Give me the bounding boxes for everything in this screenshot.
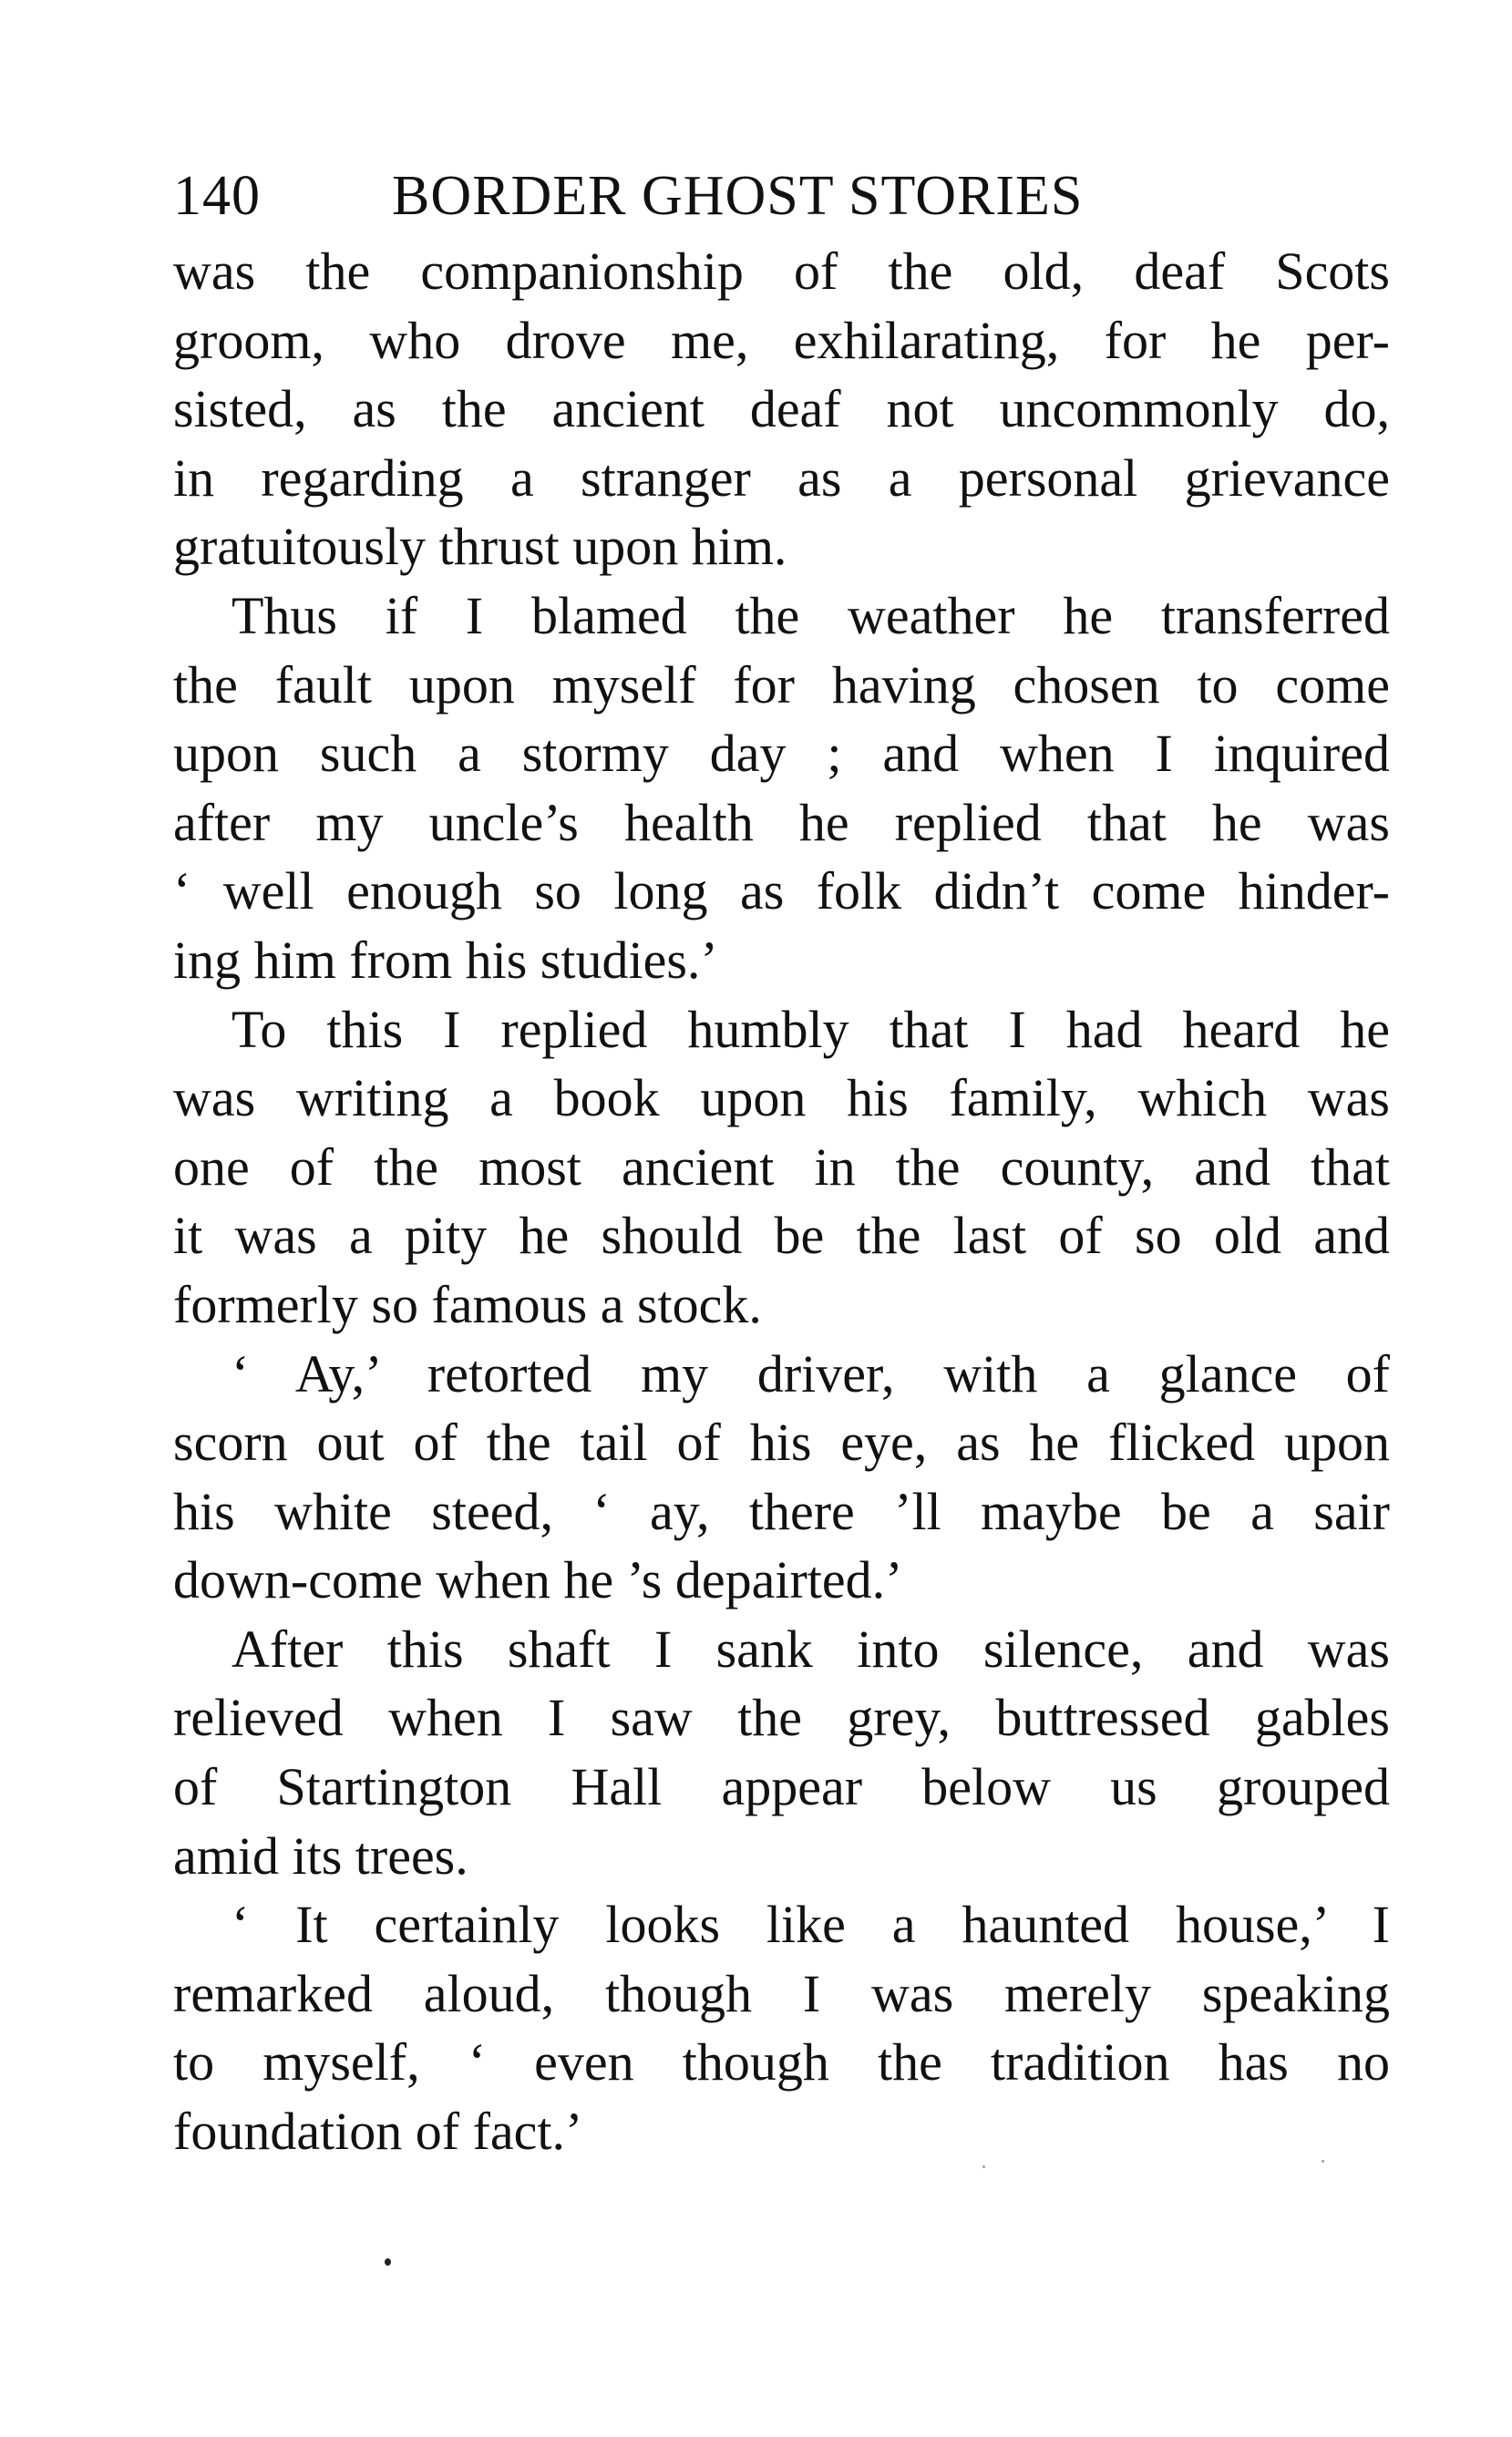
text-line: Thus if I blamed the weather he transferred xyxy=(231,585,1390,645)
text-line: was the companionship of the old, deaf Scots xyxy=(173,242,1390,301)
text-line: relieved when I saw the grey, buttressed gables xyxy=(173,1688,1390,1748)
running-head xyxy=(173,155,1390,237)
text-line: To this I replied humbly that I had heard he xyxy=(231,999,1390,1059)
text-line: After this shaft I sank into silence, and was xyxy=(231,1619,1390,1679)
page-number: 140 xyxy=(173,165,261,227)
text-line: ing him from his studies.’ xyxy=(173,930,718,990)
book-page xyxy=(173,155,1390,2166)
text-line: foundation of fact.’ xyxy=(173,2102,583,2162)
text-line: one of the most ancient in the county, and that xyxy=(173,1136,1390,1197)
text-line: remarked aloud, though I was merely speaking xyxy=(173,1963,1390,2023)
book-title: BORDER GHOST STORIES xyxy=(392,165,1084,227)
ink-speck xyxy=(982,2165,985,2168)
ink-speck xyxy=(1322,2160,1324,2163)
text-line: the fault upon myself for having chosen to come xyxy=(173,654,1390,715)
text-line: ‘ Ay,’ retorted my driver, with a glance of xyxy=(231,1343,1390,1404)
text-line: ‘ It certainly looks like a haunted house,’ I xyxy=(231,1895,1390,1955)
body-text xyxy=(173,237,1390,2166)
text-line: scorn out of the tail of his eye, as he flicked upon xyxy=(173,1413,1390,1473)
text-line: in regarding a stranger as a personal grievance xyxy=(173,447,1390,508)
text-line: his white steed, ‘ ay, there ’ll maybe be a sair xyxy=(173,1481,1390,1541)
text-line: upon such a stormy day ; and when I inquired xyxy=(173,724,1390,784)
text-line: sisted, as the ancient deaf not uncommonly do, xyxy=(173,379,1390,439)
text-line: was writing a book upon his family, which was xyxy=(173,1068,1390,1128)
text-line: amid its trees. xyxy=(173,1825,468,1886)
text-line: of Startington Hall appear below us grouped xyxy=(173,1757,1390,1817)
text-line: down-come when he ’s depairted.’ xyxy=(173,1550,903,1610)
text-line: after my uncle’s health he replied that he was xyxy=(173,792,1390,852)
text-line: formerly so famous a stock. xyxy=(173,1274,762,1334)
text-line: ‘ well enough so long as folk didn’t come hinder- xyxy=(173,861,1390,921)
text-line: gratuitously thrust upon him. xyxy=(173,517,787,577)
text-line: groom, who drove me, exhilarating, for he per- xyxy=(173,310,1390,370)
text-line: it was a pity he should be the last of so old and xyxy=(173,1206,1390,1266)
ink-speck xyxy=(385,2258,391,2266)
text-line: to myself, ‘ even though the tradition has no xyxy=(173,2032,1390,2093)
